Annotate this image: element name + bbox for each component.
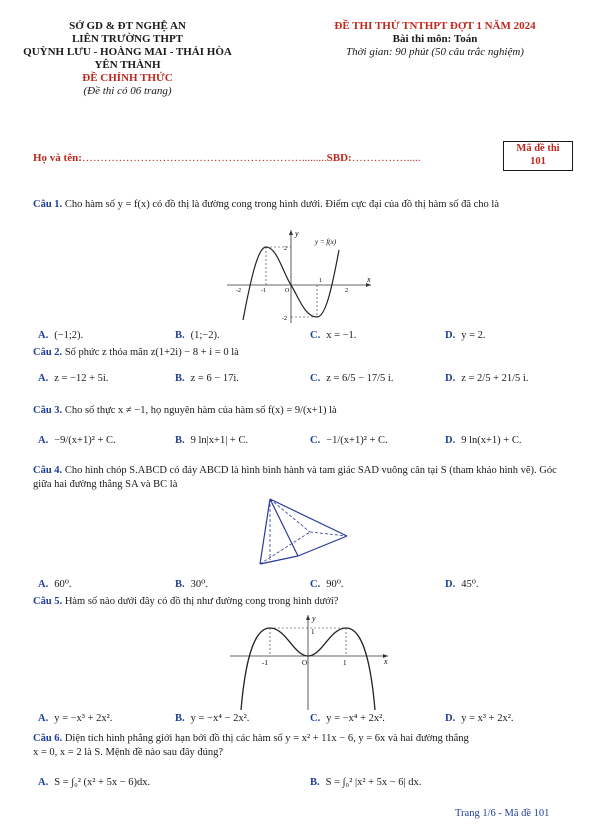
tick-label: 1 xyxy=(311,628,315,636)
question-text: Cho hàm số y = f(x) có đồ thị là đường cong trong hình dưới. Điểm cực đại của đồ thị hàm số đã cho là xyxy=(64,199,499,210)
option-a[interactable]: A. S = ∫₀² (x² + 5x − 6)dx. xyxy=(38,777,151,788)
option-b[interactable]: B. 9 ln|x+1| + C. xyxy=(175,435,249,446)
question-number: Câu 3. xyxy=(33,405,63,416)
exam-code-value: 101 xyxy=(530,156,546,167)
question-4 xyxy=(33,464,573,492)
pages-note: (Đề thi có 06 trang) xyxy=(83,85,172,97)
option-d[interactable]: D. z = 2/5 + 21/5 i. xyxy=(445,373,529,384)
question-number: Câu 1. xyxy=(33,199,63,210)
option-a[interactable]: A. 60⁰. xyxy=(38,579,72,590)
tick-label: -2 xyxy=(236,288,241,294)
option-c[interactable]: C. y = −x⁴ + 2x². xyxy=(310,713,385,724)
exam-code-box xyxy=(503,141,573,171)
question-number: Câu 5. xyxy=(33,596,63,607)
tick-label: 2 xyxy=(345,288,348,294)
question-number: Câu 2. xyxy=(33,347,63,358)
candidate-line xyxy=(33,152,420,164)
dept-name: SỞ GD & ĐT NGHỆ AN xyxy=(69,20,186,32)
page-footer: Trang 1/6 - Mã đề 101 xyxy=(455,808,550,819)
q2-options xyxy=(0,372,593,386)
option-b[interactable]: B. (1;−2). xyxy=(175,330,220,341)
tick-label: 1 xyxy=(343,659,347,667)
option-c[interactable]: C. 90⁰. xyxy=(310,579,344,590)
option-a[interactable]: A. y = −x³ + 2x². xyxy=(38,713,113,724)
option-b[interactable]: B. 30⁰. xyxy=(175,579,208,590)
tick-label: O xyxy=(285,288,290,294)
school-header xyxy=(20,20,235,98)
tick-label: 2 xyxy=(284,246,287,252)
question-1 xyxy=(33,198,573,212)
name-label: Họ và tên: xyxy=(33,152,82,164)
q1-graph xyxy=(225,228,375,328)
option-b[interactable]: B. z = 6 − 17i. xyxy=(175,373,239,384)
option-a[interactable]: A. (−1;2). xyxy=(38,330,84,341)
option-c[interactable]: C. z = 6/5 − 17/5 i. xyxy=(310,373,394,384)
tick-label: -1 xyxy=(261,288,266,294)
question-text: Cho số thực x ≠ −1, họ nguyên hàm của hàm số f(x) = 9/(x+1) là xyxy=(64,405,337,416)
school-line-1: LIÊN TRƯỜNG THPT xyxy=(71,33,184,45)
graph-label: y = f(x) xyxy=(315,238,337,246)
exam-code-label: Mã đề thi xyxy=(516,143,560,154)
question-text: Cho hình chóp S.ABCD có đáy ABCD là hình bình hành và tam giác SAD vuông cân tại S (tham khảo hình vẽ). Góc giữa hai đường thẳng SA và BC là xyxy=(33,465,557,490)
exam-subject: Bài thi môn: Toán xyxy=(392,33,478,45)
question-2 xyxy=(33,346,573,360)
option-b[interactable]: B. y = −x⁴ − 2x². xyxy=(175,713,250,724)
question-text: Số phức z thỏa mãn z(1+2i) − 8 + i = 0 là xyxy=(64,347,239,358)
tick-label: O xyxy=(302,659,308,667)
q3-options xyxy=(0,434,593,448)
axis-y-label: y xyxy=(312,614,316,623)
option-d[interactable]: D. y = x³ + 2x². xyxy=(445,713,514,724)
q4-options xyxy=(0,578,593,592)
question-text: Hàm số nào dưới đây có đồ thị như đường cong trong hình dưới? xyxy=(64,596,339,607)
question-5 xyxy=(33,595,573,609)
tick-label: -2 xyxy=(282,316,287,322)
option-d[interactable]: D. 9 ln(x+1) + C. xyxy=(445,435,522,446)
tick-label: -1 xyxy=(262,659,268,667)
pyramid-figure xyxy=(250,494,360,576)
question-number: Câu 6. xyxy=(33,733,63,744)
school-line-3: YÊN THÀNH xyxy=(94,59,161,71)
question-text: Diện tích hình phẳng giới hạn bởi đồ thị các hàm số y = x² + 11x − 6, y = 6x và hai đường thẳng xyxy=(64,733,469,744)
q5-options xyxy=(0,712,593,726)
question-text-cont: x = 0, x = 2 là S. Mệnh đề nào sau đây đúng? xyxy=(33,747,224,758)
axis-x-label: x xyxy=(367,275,371,284)
question-6 xyxy=(33,732,573,760)
sbd-dots: ……………..... xyxy=(351,152,421,164)
official-label: ĐỀ CHÍNH THỨC xyxy=(82,72,173,84)
question-number: Câu 4. xyxy=(33,465,63,476)
q5-graph xyxy=(228,612,393,712)
q1-options xyxy=(0,329,593,343)
tick-label: 1 xyxy=(319,278,322,284)
option-a[interactable]: A. z = −12 + 5i. xyxy=(38,373,109,384)
name-dots: ……………………………………………………......... xyxy=(81,152,327,164)
option-d[interactable]: D. y = 2. xyxy=(445,330,486,341)
option-c[interactable]: C. x = −1. xyxy=(310,330,357,341)
school-line-2: QUỲNH LƯU - HOÀNG MAI - THÁI HÒA xyxy=(23,46,232,58)
q6-options xyxy=(0,776,593,790)
exam-title: ĐỀ THI THỬ TNTHPT ĐỢT 1 NĂM 2024 xyxy=(334,20,536,32)
exam-time: Thời gian: 90 phút (50 câu trắc nghiệm) xyxy=(346,46,524,58)
axis-y-label: y xyxy=(295,229,299,238)
option-d[interactable]: D. 45⁰. xyxy=(445,579,479,590)
option-a[interactable]: A. −9/(x+1)² + C. xyxy=(38,435,116,446)
axis-x-label: x xyxy=(384,657,388,666)
exam-header xyxy=(300,20,570,59)
option-c[interactable]: C. −1/(x+1)² + C. xyxy=(310,435,388,446)
sbd-label: SBD: xyxy=(326,152,352,164)
question-3 xyxy=(33,404,573,418)
option-b[interactable]: B. S = ∫₀² |x² + 5x − 6| dx. xyxy=(310,777,422,788)
